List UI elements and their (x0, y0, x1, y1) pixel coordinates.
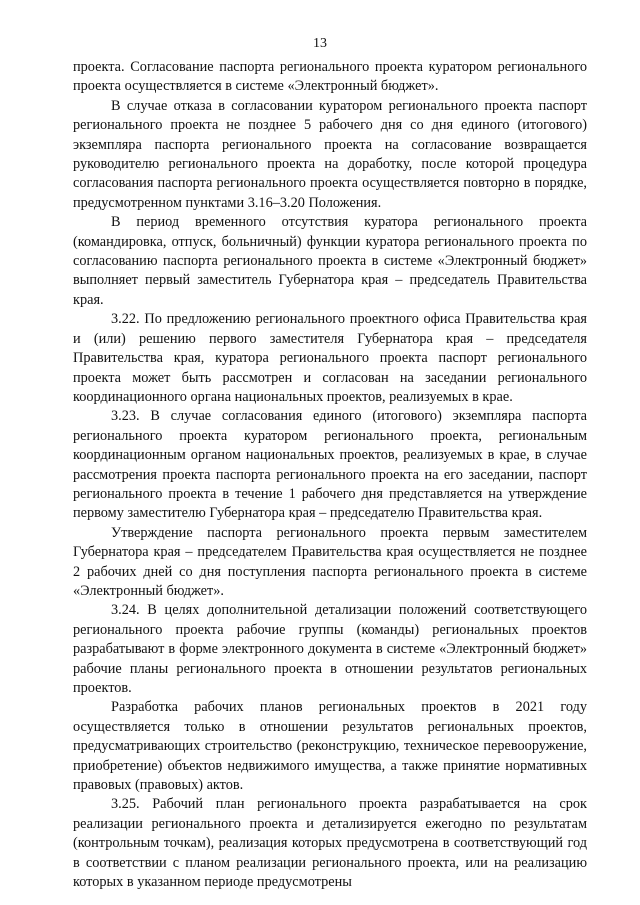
page-number: 13 (313, 36, 327, 51)
paragraph-3-22: 3.22. По предложению регионального проектного офиса Правительства края и (или) решению первого заместителя Губернатора края – председателя Правительства края, куратора регионального проекта паспорт регионального проекта может быть рассмотрен и согласован на заседании регионального координационного органа национальных проектов, реализуемых в крае. (73, 311, 587, 405)
paragraph-refusal: В случае отказа в согласовании куратором регионального проекта паспорт регионального проекта не позднее 5 рабочего дня со дня единого (итогового) экземпляра паспорта регионального проекта на согласование возвращается руководителю регионального проекта на доработку, после которой процедура согласования паспорта регионального проекта осуществляется повторно в порядке, предусмотренном пунктами 3.16–3.20 Положения. (73, 97, 587, 211)
paragraph-3-24: 3.24. В целях дополнительной детализации положений соответствующего регионального проекта рабочие группы (команды) региональных проектов разрабатывают в форме электронного документа в системе «Электронный бюджет» рабочие планы регионального проекта в отношении результатов региональных проектов. (73, 602, 587, 696)
paragraph-absence: В период временного отсутствия куратора регионального проекта (командировка, отпуск, больничный) функции куратора регионального проекта по согласованию паспорта регионального проекта в системе «Электронный бюджет» выполняет первый заместитель Губернатора края – председатель Правительства края. (73, 214, 587, 308)
document-body (73, 58, 587, 892)
paragraph-3-23: 3.23. В случае согласования единого (итогового) экземпляра паспорта регионального проекта куратором регионального проекта, региональным координационным органом национальных проектов, реализуемых в крае, в случае рассмотрения проекта паспорта регионального проекта на его заседании, паспорт регионального проекта в течение 1 рабочего дня представляется на утверждение первому заместителю Губернатора края – председателю Правительства края. (73, 408, 587, 522)
paragraph-3-25: 3.25. Рабочий план регионального проекта разрабатывается на срок реализации регионального проекта и детализируется ежегодно по результатам (контрольным точкам), реализация которых предусмотрена в соответствующий год в соответствии с планом реализации регионального проекта, или на реализацию которых в указанном периоде предусмотрены (73, 796, 587, 891)
paragraph-approval: Утверждение паспорта регионального проекта первым заместителем Губернатора края – председателем Правительства края осуществляется не позднее 2 рабочих дней со дня поступления паспорта регионального проекта в системе «Электронный бюджет». (73, 524, 587, 599)
paragraph-continuation: проекта. Согласование паспорта регионального проекта куратором регионального проекта осуществляется в системе «Электронный бюджет». (73, 59, 587, 95)
paragraph-work-plans-2021: Разработка рабочих планов региональных проектов в 2021 году осуществляется только в отношении результатов региональных проектов, предусматривающих строительство (реконструкцию, техническое перевооружение, приобретение) объектов недвижимого имущества, а также принятие нормативных правовых (правовых) актов. (73, 699, 587, 794)
